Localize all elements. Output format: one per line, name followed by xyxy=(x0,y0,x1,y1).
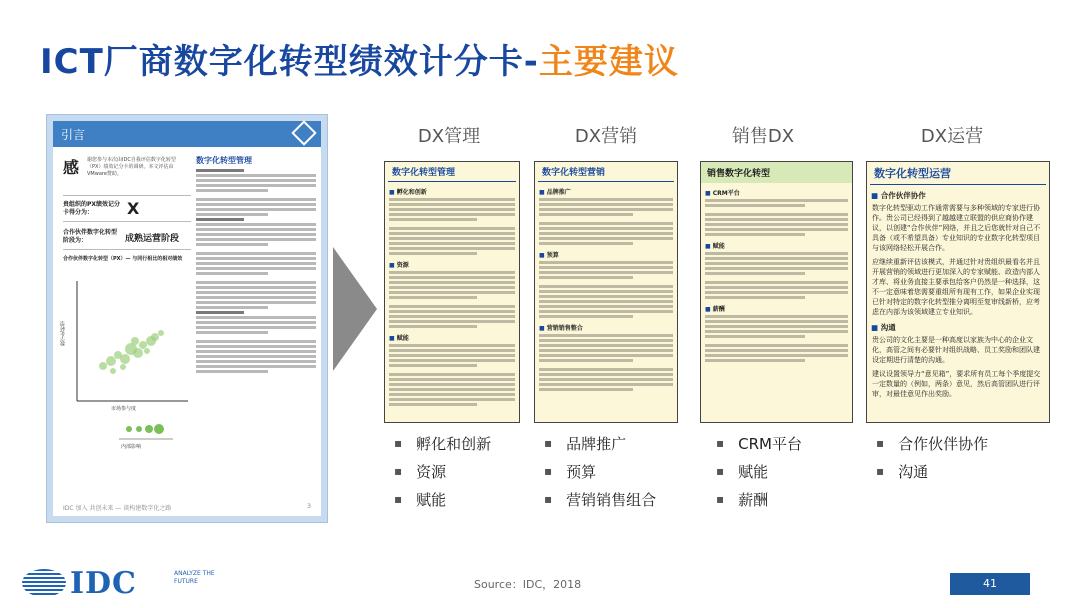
panel-body-text: 应继续重新评估该模式，并通过针对贵组织最看名并且开展营销的领域进行更加深入的专家赋能、政造内部人才库、将业务直接主要承包给客户仍然是一种选择，这不一定意味着您需要重组所有现有工作，如果企业实现已针对特定的数字化转型推分离明至复审线新桥，应考虑在内部为该领域建立专业知识。 xyxy=(872,258,1040,316)
bullet-list-dx-marketing xyxy=(544,430,656,514)
panel-dx-marketing xyxy=(534,161,678,423)
bullet-list-dx-management xyxy=(394,430,491,514)
panel-subheading: ■ CRM平台 xyxy=(705,188,848,197)
panel-subheading: ■ 预算 xyxy=(539,250,673,259)
panel-dx-management xyxy=(384,161,520,423)
slide-title xyxy=(40,34,679,83)
bubble-chart xyxy=(63,271,193,461)
bullet-item: ▪ 营销销售组合 xyxy=(544,486,656,514)
source-note: Source：IDC，2018 xyxy=(474,578,582,591)
panel-body-text: 贵公司的文化主要是一种高度以家族为中心的企业文化，高管之间有必要针对组织战略、员工奖励和团队建设定期进行清楚的沟通。 xyxy=(872,336,1040,364)
bullet-item: ▪ 资源 xyxy=(394,458,491,486)
bullet-item: ▪ 合作伙伴协作 xyxy=(876,430,988,458)
chart-x-label: 市场参与度 xyxy=(111,406,137,412)
slide-title-accent: 主要建议 xyxy=(538,42,679,82)
divider xyxy=(63,249,191,250)
bullet-item: ▪ 沟通 xyxy=(876,458,988,486)
bullet-item: ▪ 品牌推广 xyxy=(544,430,656,458)
score-value: X xyxy=(127,199,140,218)
score-label: 贵组织的PX绩效记分卡得分为： xyxy=(63,201,121,216)
stage-value: 成熟运营阶段 xyxy=(125,234,180,244)
doc-big-char: 感 xyxy=(63,158,80,177)
stage-label: 合作伙伴数字化转型阶段为： xyxy=(63,229,118,244)
panel-subheading: ■ 合作伙伴协作 xyxy=(871,190,1045,201)
panel-subheading: ■ 孵化和创新 xyxy=(389,187,515,196)
relative-performance-label: 合作伙伴数字化转型（PX）— 与同行相比的相对绩效 xyxy=(63,256,183,262)
doc-footer-text: IDC 加入 共创未来 — 谈构建数字化之路 xyxy=(63,505,172,512)
divider xyxy=(63,221,191,222)
bullet-item: ▪ 预算 xyxy=(544,458,656,486)
panel-body-text: 建议设置领导力“意见箱”，要求所有员工每个季度提交一定数量的（例如，两条）意见，然后高管团队进行评审，对最佳意见作出奖励。 xyxy=(872,370,1041,398)
bullet-item: ▪ 赋能 xyxy=(716,458,802,486)
doc-col-title: 数字化转型管理 xyxy=(196,156,252,165)
column-head-sales-dx: 销售DX xyxy=(731,126,795,147)
chart-x2-label: 内部影响 xyxy=(121,444,142,450)
panel-subheading: ■ 赋能 xyxy=(389,333,515,342)
doc-header xyxy=(53,121,321,147)
bullet-list-sales-dx xyxy=(716,430,802,514)
panel-subheading: ■ 资源 xyxy=(389,260,515,269)
doc-page-number: 3 xyxy=(307,503,311,510)
doc-footer xyxy=(53,498,321,516)
panel-sales-dx xyxy=(700,161,853,423)
panel-title: 数字化转型营销 xyxy=(538,162,674,182)
chart-y-label: 数字化转型 xyxy=(60,321,66,346)
panel-title: 数字化转型运营 xyxy=(870,162,1046,185)
panel-body-text: 数字化转型驱动工作通常需要与多种领域的专家进行协作。贵公司已经得到了越越建立联盟的供应商协作建议，以创建“合作伙伴”网络，并且之后您就针对自己不具备（或不希望具备）专业知识的专业数字化转型项目与该网络轻松开展合作。 xyxy=(872,204,1041,252)
idc-tagline: ANALYZE THE FUTURE xyxy=(174,570,215,585)
idc-globe-icon xyxy=(22,569,66,597)
panel-title: 销售数字化转型 xyxy=(701,162,852,183)
vmware-logo-icon xyxy=(291,120,316,145)
panel-subheading: ■ 薪酬 xyxy=(705,304,848,313)
divider xyxy=(63,195,191,196)
panel-subheading: ■ 沟通 xyxy=(871,322,1045,333)
panel-subheading: ■ 营销销售整合 xyxy=(539,323,673,332)
page-number: 41 xyxy=(950,573,1030,595)
bullet-list-dx-operations xyxy=(876,430,988,486)
column-head-dx-management: DX管理 xyxy=(417,126,481,147)
column-head-dx-marketing: DX营销 xyxy=(574,126,638,147)
panel-subheading: ■ 品牌推广 xyxy=(539,187,673,196)
panel-title: 数字化转型管理 xyxy=(388,162,516,182)
bullet-item: ▪ 赋能 xyxy=(394,486,491,514)
doc-header-label: 引言 xyxy=(61,128,86,142)
panel-subheading: ■ 赋能 xyxy=(705,241,848,250)
bullet-item: ▪ 薪酬 xyxy=(716,486,802,514)
slide-title-main: ICT厂商数字化转型绩效计分卡- xyxy=(40,42,539,82)
panel-dx-operations xyxy=(866,161,1050,423)
right-arrow-icon xyxy=(333,247,377,371)
doc-intro: 谢您参与本次由IDC自我评估数字化转型（PX）绩效记分卡的调研。本文评估由VMware赞助。 xyxy=(87,157,176,177)
bullet-item: ▪ 孵化和创新 xyxy=(394,430,491,458)
bullet-item: ▪ CRM平台 xyxy=(716,430,802,458)
column-head-dx-operations: DX运营 xyxy=(920,126,984,147)
scorecard-document-thumbnail xyxy=(46,114,328,523)
idc-logo-text: IDC xyxy=(70,566,137,601)
doc-text-column xyxy=(196,155,316,375)
